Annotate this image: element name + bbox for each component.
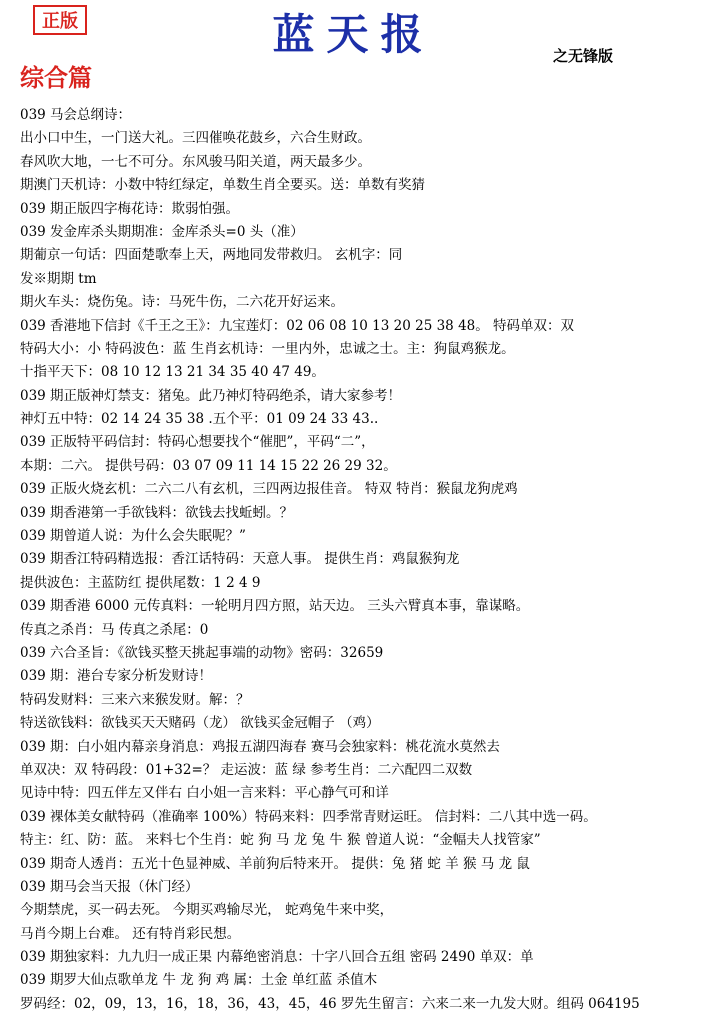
text-line: 提供波色：主蓝防红 提供尾数：1 2 4 9 [20, 574, 261, 591]
text-line: 039 期罗大仙点歌单龙 牛 龙 狗 鸡 属：土金 单红蓝 杀值木 [20, 972, 378, 989]
text-line: 传真之杀肖：马 传真之杀尾：0 [20, 621, 209, 638]
text-line: 神灯五中特：02 14 24 35 38 .五个平：01 09 24 33 43.. [20, 411, 379, 428]
text-line: 罗码经：02，09，13，16，18，36，43，45，46 罗先生留言：六来二来一九发大财。组码 064195 [20, 995, 640, 1012]
text-line: 039 马会总纲诗： [20, 107, 132, 123]
text-line: 039 期香港第一手欲钱料：欲钱去找蚯蚓。？ [20, 504, 294, 521]
text-line: 039 期香江特码精选报：香江话特码：天意人事。 提供生肖：鸡鼠猴狗龙 [20, 551, 460, 568]
text-line: 今期禁虎，买一码去死。 今期买鸡输尽光， 蛇鸡兔牛来中奖， [20, 902, 394, 919]
text-line: 本期：二六。 提供号码：03 07 09 11 14 15 22 26 29 32。 [20, 457, 397, 474]
text-line: 039 发金库杀头期期准：金库杀头=0 头（准） [20, 223, 304, 240]
text-line: 特码发财料：三来六来猴发财。解：？ [20, 691, 250, 708]
text-line: 039 期香港 6000 元传真料：一轮明月四方照，站天边。 三头六臂真本事，靠谋略。 [20, 598, 530, 615]
text-line: 期葡京一句话：四面楚歌奉上天，两地同发带救归。 玄机字：同 [20, 247, 403, 264]
text-line: 039 裸体美女献特码（准确率 100%）特码来料：四季常青财运旺。 信封料：二八其中选一码。 [20, 808, 597, 825]
text-line: 039 期奇人透肖：五光十色显神威、羊前狗后特来开。 提供：兔 猪 蛇 羊 猴 马 龙 鼠 [20, 855, 530, 872]
text-line: 039 期曾道人说：为什么会失眠呢？” [20, 528, 246, 545]
text-line: 039 期正版四字梅花诗：欺弱怕强。 [20, 200, 240, 217]
authentic-edition-badge: 正版 [33, 5, 87, 35]
text-line: 039 六合圣旨：《欲钱买整天挑起事端的动物》密码：32659 [20, 644, 384, 661]
text-line: 马肖今期上台难。 还有特肖彩民想。 [20, 925, 241, 942]
text-line: 039 香港地下信封《千王之王》：九宝莲灯：02 06 08 10 13 20 25 38 48。 特码单双：双 [20, 317, 575, 334]
text-line: 特码大小：小 特码波色：蓝 生肖玄机诗：一里内外，忠诚之士。主：狗鼠鸡猴龙。 [20, 340, 515, 357]
page-title: 蓝天报 [272, 10, 435, 59]
text-line: 期火车头：烧伤兔。诗：马死牛伤，二六花开好运来。 [20, 294, 344, 311]
edition-label: 之无锋版 [553, 47, 614, 65]
text-line: 特送欲钱料：欲钱买天天赌码（龙） 欲钱买金冠帽子 （鸡） [20, 715, 380, 732]
text-line: 039 期正版神灯禁支：猪兔。此乃神灯特码绝杀，请大家参考！ [20, 387, 402, 404]
content-lines [20, 104, 704, 1016]
text-line: 单双决：双 特码段：01+32=？ 走运波：蓝 绿 参考生肖：二六配四二双数 [20, 761, 473, 778]
text-line: 039 期独家料：九九归一成正果 内幕绝密消息：十字八回合五组 密码 2490 单双：单 [20, 949, 534, 966]
text-line: 期澳门天机诗：小数中特红绿定，单数生肖全要买。送：单数有奖猜 [20, 177, 425, 194]
text-line: 发※期期 tm [20, 270, 97, 287]
text-line: 十指平天下：08 10 12 13 21 34 35 40 47 49。 [20, 364, 325, 381]
text-line: 039 期：白小姐内幕亲身消息：鸡报五湖四海春 赛马会独家料：桃花流水莫然去 [20, 738, 500, 755]
text-line: 039 期：港台专家分析发财诗！ [20, 668, 213, 685]
text-line: 特主：红、防：蓝。 来料七个生肖：蛇 狗 马 龙 兔 牛 猴 曾道人说：“金幅夫人找管家” [20, 832, 541, 849]
text-line: 春风吹大地，一七不可分。东风骏马阳关道，两天最多少。 [20, 153, 371, 170]
text-line: 039 正版火烧玄机：二六二八有玄机，三四两边报佳音。 特双 特肖：猴鼠龙狗虎鸡 [20, 481, 518, 498]
text-line: 039 期马会当天报（休门经） [20, 878, 199, 895]
section-heading: 综合篇 [20, 63, 92, 92]
text-line: 见诗中特：四五伴左又伴右 白小姐一言来料：平心静气可和详 [20, 785, 389, 802]
text-line: 039 正版特平码信封：特码心想要找个“催肥”，平码“二”， [20, 434, 375, 451]
text-line: 出小口中生，一门送大礼。三四催唤花鼓乡，六合生财政。 [20, 130, 371, 147]
